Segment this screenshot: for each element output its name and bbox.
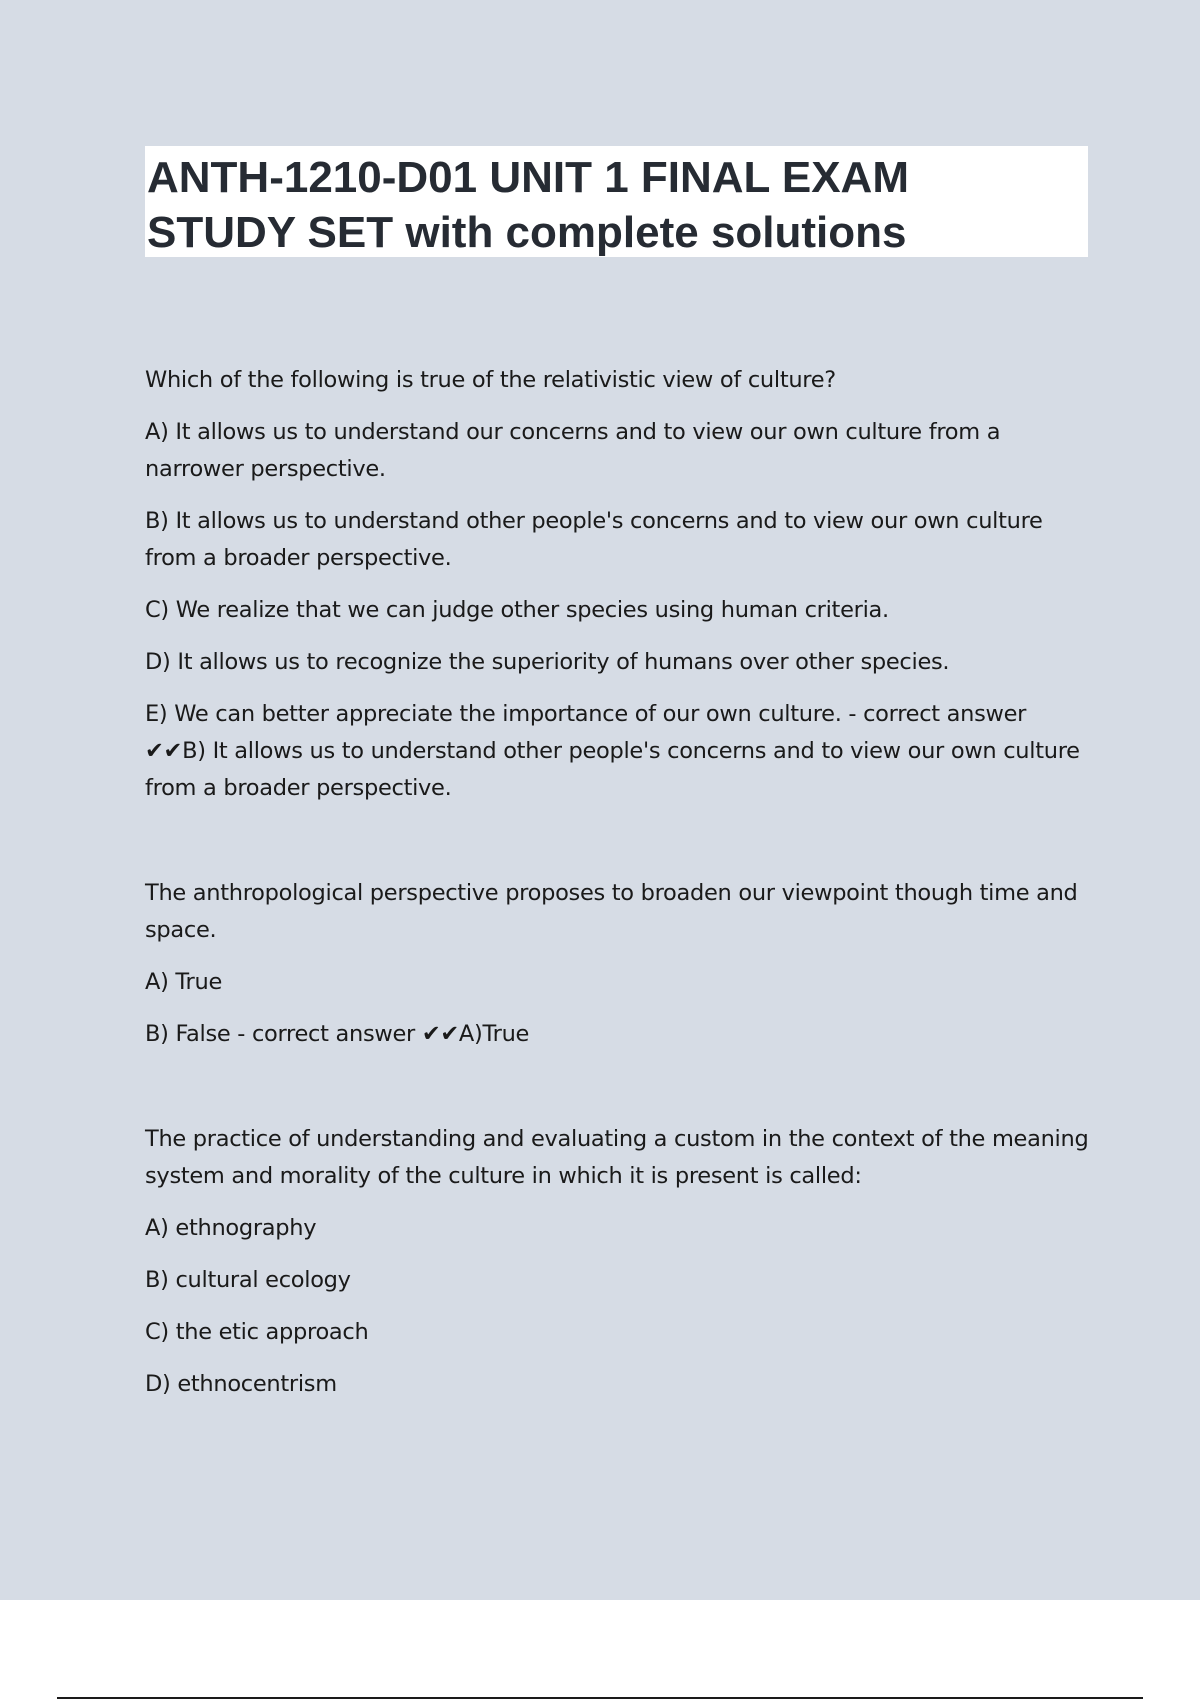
- answer-option: C) the etic approach: [145, 1319, 369, 1345]
- document-title-box: [145, 146, 1088, 257]
- question-spacer: [145, 822, 1090, 875]
- answer-option: D) ethnocentrism: [145, 1371, 337, 1397]
- answer-option-with-solution: E) We can better appreciate the importance of our own culture. - correct answer ✔✔B) It allows us to understand other people's concerns and to view our own culture from a broader perspective.: [145, 701, 1080, 801]
- footer-divider: [57, 1697, 1143, 1699]
- answer-option-with-solution: B) False - correct answer ✔✔A)True: [145, 1021, 530, 1047]
- question-prompt: Which of the following is true of the relativistic view of culture?: [145, 367, 836, 393]
- question-block-2: [145, 875, 1090, 1053]
- answer-option: C) We realize that we can judge other species using human criteria.: [145, 597, 889, 623]
- answer-option: A) It allows us to understand our concerns and to view our own culture from a narrower perspective.: [145, 419, 1001, 482]
- answer-option: A) ethnography: [145, 1215, 317, 1241]
- document-body: [145, 362, 1090, 1418]
- answer-option: D) It allows us to recognize the superiority of humans over other species.: [145, 649, 950, 675]
- document-title-line-2: STUDY SET with complete solutions: [147, 208, 907, 257]
- question-prompt: The anthropological perspective proposes to broaden our viewpoint though time and space.: [145, 880, 1078, 943]
- question-spacer: [145, 1068, 1090, 1121]
- answer-option: B) It allows us to understand other people's concerns and to view our own culture from a broader perspective.: [145, 508, 1043, 571]
- question-block-1: [145, 362, 1090, 807]
- answer-option: B) cultural ecology: [145, 1267, 351, 1293]
- document-title-line-1: ANTH-1210-D01 UNIT 1 FINAL EXAM: [147, 153, 909, 202]
- question-prompt: The practice of understanding and evaluating a custom in the context of the meaning system and morality of the culture in which it is present is called:: [145, 1126, 1089, 1189]
- answer-option: A) True: [145, 969, 223, 995]
- question-block-3: [145, 1121, 1090, 1403]
